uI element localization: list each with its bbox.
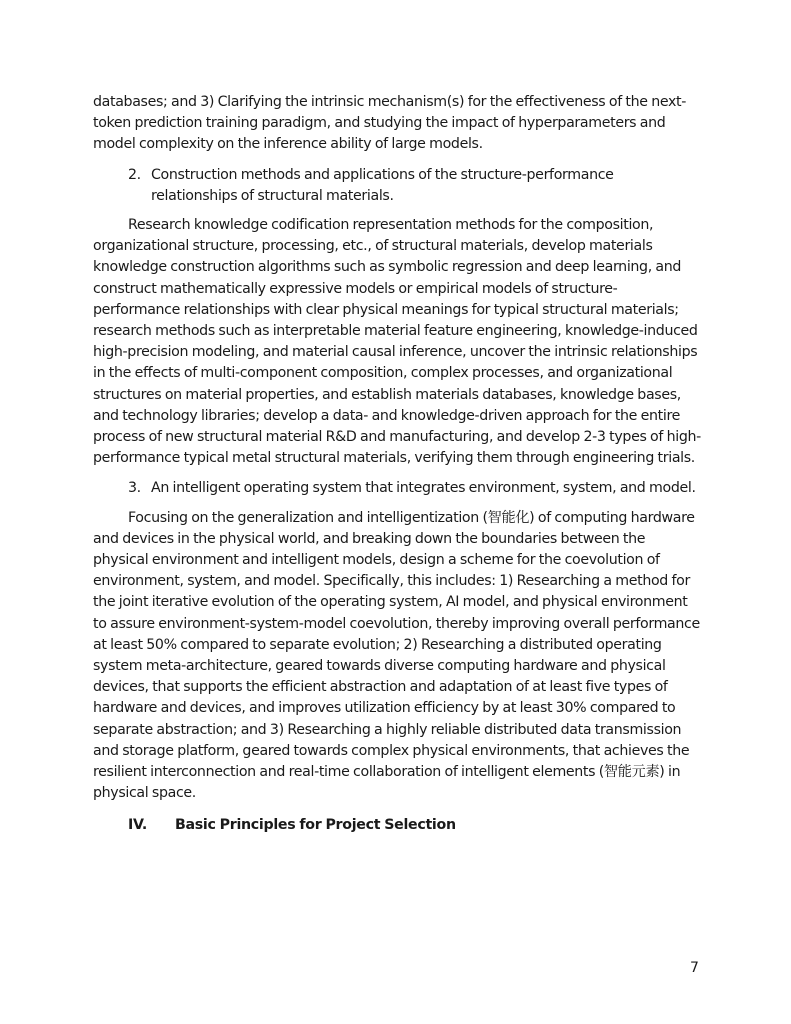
section-number: IV. [128,816,147,833]
list-item-title: Construction methods and applications of the structure-performance relationships of structural materials. [151,166,614,204]
list-item-2 [93,165,703,207]
page-number: 7 [690,960,699,976]
document-body [93,92,703,836]
list-item-title: An intelligent operating system that integrates environment, system, and model. [151,480,696,497]
paragraph-structural-materials: Research knowledge codification representation methods for the composition, organizational structure, processing, etc., of structural materials, develop materials knowledge construction algorithms such as symbolic regression and deep learning, and construct mathematically expressive models or empirical models of structure-performance relationships with clear physical meanings for typical structural materials; research methods such as interpretable material feature engineering, knowledge-induced high-precision modeling, and material causal inference, uncover the intrinsic relationships in the effects of multi-component composition, complex processes, and organizational structures on material properties, and establish materials databases, knowledge bases, and technology libraries; develop a data- and knowledge-driven approach for the entire process of new structural material R&D and manufacturing, and develop 2-3 types of high-performance typical metal structural materials, verifying them through engineering trials. [93,217,701,467]
list-number: 2. [128,166,141,183]
section-heading [93,815,703,836]
document-page [93,92,703,836]
paragraph-intelligent-os: Focusing on the generalization and intelligentization (智能化) of computing hardware and devices in the physical world, and breaking down the boundaries between the physical environment and intelligent models, design a scheme for the coevolution of environment, system, and model. Specifically, this includes: 1) Researching a method for the joint iterative evolution of the operating system, AI model, and physical environment to assure environment-system-model coevolution, thereby improving overall performance at least 50% compared to separate evolution; 2) Researching a distributed operating system meta-architecture, geared towards diverse computing hardware and physical devices, that supports the efficient abstraction and adaptation of at least five types of hardware and devices, and improves utilization efficiency by at least 30% compared to separate abstraction; and 3) Researching a highly reliable distributed data transmission and storage platform, geared towards complex physical environments, that achieves the resilient interconnection and real-time collaboration of intelligent elements (智能元素) in physical space. [93,509,700,802]
list-item-3 [93,478,703,499]
paragraph-intro-continuation: databases; and 3) Clarifying the intrinsic mechanism(s) for the effectiveness of the next-token prediction training paradigm, and studying the impact of hyperparameters and model complexity on the inference ability of large models. [93,94,687,153]
section-title: Basic Principles for Project Selection [175,816,456,833]
list-number: 3. [128,480,141,497]
